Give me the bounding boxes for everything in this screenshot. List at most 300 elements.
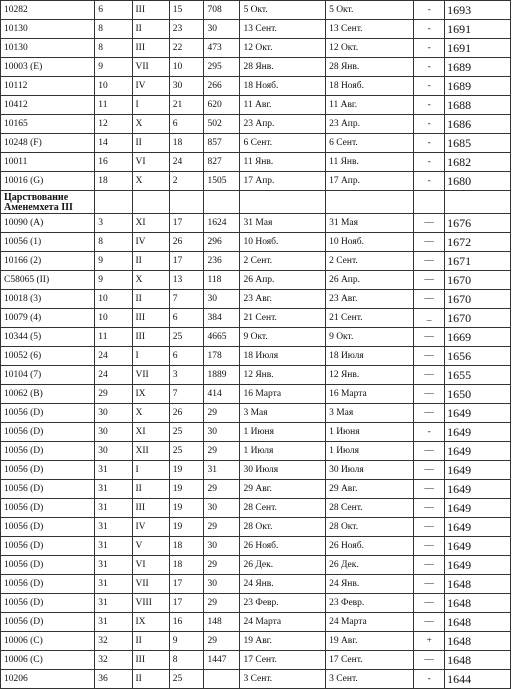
table-cell: 10 — [95, 290, 132, 309]
table-cell: 6 Сент. — [326, 134, 414, 153]
table-cell: II — [132, 670, 169, 689]
table-cell: 6 — [169, 347, 204, 366]
table-cell: 10 Нояб. — [240, 233, 326, 252]
table-row — [1, 233, 511, 252]
table-cell: 31 Мая — [326, 214, 414, 233]
table-cell: 502 — [204, 115, 240, 134]
table-cell: 5 Окт. — [240, 1, 326, 20]
table-cell: 23 Февр. — [240, 594, 326, 613]
table-cell: 19 — [169, 480, 204, 499]
table-cell: 31 — [95, 537, 132, 556]
table-cell: 18 Нояб. — [326, 77, 414, 96]
table-cell: 6 Сент. — [240, 134, 326, 153]
table-cell: 26 Нояб. — [240, 537, 326, 556]
table-cell: X — [132, 404, 169, 423]
table-cell: 10 — [169, 58, 204, 77]
table-cell: 31 Мая — [240, 214, 326, 233]
table-cell: 24 Янв. — [326, 575, 414, 594]
table-cell: 10003 (E) — [1, 58, 95, 77]
table-cell: 12 — [95, 115, 132, 134]
table-cell: — — [414, 575, 445, 594]
table-cell: III — [132, 499, 169, 518]
table-cell: II — [132, 134, 169, 153]
table-cell: 7 — [169, 290, 204, 309]
table-cell: 384 — [204, 309, 240, 328]
table-cell: III — [132, 1, 169, 20]
table-cell: VII — [132, 575, 169, 594]
table-cell: 1650 — [445, 385, 511, 404]
table-cell: 29 — [204, 594, 240, 613]
table-cell: 1656 — [445, 347, 511, 366]
table-row — [1, 153, 511, 172]
table-cell: 10206 — [1, 670, 95, 689]
table-row — [1, 271, 511, 290]
table-cell: 10056 (D) — [1, 404, 95, 423]
table-cell: 1649 — [445, 461, 511, 480]
table-cell: 296 — [204, 233, 240, 252]
table-row — [1, 290, 511, 309]
table-cell: 10056 (D) — [1, 575, 95, 594]
table-cell: 13 Сент. — [326, 20, 414, 39]
table-cell: 620 — [204, 96, 240, 115]
table-cell: 26 Нояб. — [326, 537, 414, 556]
table-row — [1, 39, 511, 58]
table-cell: X — [132, 271, 169, 290]
table-cell: IX — [132, 613, 169, 632]
table-cell: 1649 — [445, 499, 511, 518]
table-row — [1, 594, 511, 613]
section-header-body — [1, 191, 511, 214]
table-cell: 1693 — [445, 1, 511, 20]
table-cell: 31 — [95, 480, 132, 499]
table-cell: 236 — [204, 252, 240, 271]
table-cell: 3 — [169, 366, 204, 385]
table-cell: 1680 — [445, 172, 511, 191]
table-body-before — [1, 1, 511, 191]
table-cell: 9 Окт. — [326, 328, 414, 347]
table-cell: III — [132, 328, 169, 347]
table-cell: 1670 — [445, 290, 511, 309]
table-cell: — — [414, 651, 445, 670]
table-cell: 23 Авг. — [326, 290, 414, 309]
table-cell: 18 Июля — [326, 347, 414, 366]
table-cell: VIII — [132, 594, 169, 613]
table-cell: 24 Марта — [240, 613, 326, 632]
table-cell — [414, 191, 445, 214]
table-cell: - — [414, 423, 445, 442]
table-cell: - — [414, 58, 445, 77]
table-cell: 1682 — [445, 153, 511, 172]
table-cell: VI — [132, 153, 169, 172]
table-cell: 30 — [95, 404, 132, 423]
table-cell: 22 — [169, 39, 204, 58]
table-cell: 11 Янв. — [240, 153, 326, 172]
table-row — [1, 347, 511, 366]
table-cell: 25 — [169, 442, 204, 461]
table-cell: 31 — [204, 461, 240, 480]
table-cell: 1648 — [445, 613, 511, 632]
table-cell: 26 Дек. — [326, 556, 414, 575]
table-cell: 118 — [204, 271, 240, 290]
table-cell: 10 — [95, 77, 132, 96]
table-cell: 21 Сент. — [326, 309, 414, 328]
table-cell: X — [132, 172, 169, 191]
table-cell: 1686 — [445, 115, 511, 134]
table-cell: 295 — [204, 58, 240, 77]
table-cell: 1649 — [445, 404, 511, 423]
table-cell: 10056 (D) — [1, 461, 95, 480]
table-cell: 1447 — [204, 651, 240, 670]
table-cell: VI — [132, 556, 169, 575]
table-cell: 1672 — [445, 233, 511, 252]
table-cell: 19 — [169, 518, 204, 537]
table-cell: 30 — [204, 537, 240, 556]
table-cell: 15 — [169, 1, 204, 20]
table-cell: 10018 (3) — [1, 290, 95, 309]
table-cell: — — [414, 518, 445, 537]
table-cell: 7 — [169, 385, 204, 404]
table-cell: 10056 (D) — [1, 556, 95, 575]
table-cell: 10016 (G) — [1, 172, 95, 191]
table-cell: II — [132, 252, 169, 271]
table-cell: 17 Апр. — [326, 172, 414, 191]
table-row — [1, 328, 511, 347]
table-cell: I — [132, 96, 169, 115]
table-cell: VII — [132, 58, 169, 77]
table-cell: 10165 — [1, 115, 95, 134]
table-cell: 4665 — [204, 328, 240, 347]
table-cell: 23 Авг. — [240, 290, 326, 309]
table-cell — [445, 191, 511, 214]
table-cell: 5 Окт. — [326, 1, 414, 20]
table-cell: — — [414, 252, 445, 271]
table-cell: 1689 — [445, 77, 511, 96]
table-cell: 28 Сент. — [240, 499, 326, 518]
table-cell: 12 Окт. — [326, 39, 414, 58]
table-cell: 28 Янв. — [326, 58, 414, 77]
table-cell: - — [414, 96, 445, 115]
table-cell: — — [414, 347, 445, 366]
table-cell: IV — [132, 77, 169, 96]
table-cell: XII — [132, 442, 169, 461]
table-cell: 10056 (D) — [1, 613, 95, 632]
table-cell: 31 — [95, 518, 132, 537]
table-cell: 11 — [95, 328, 132, 347]
table-cell: 10 Нояб. — [326, 233, 414, 252]
table-cell: 17 — [169, 575, 204, 594]
table-cell: 9 — [95, 252, 132, 271]
table-cell: 30 — [204, 575, 240, 594]
table-cell: 28 Окт. — [326, 518, 414, 537]
section-title: Царствование Аменемхета III — [1, 191, 95, 214]
table-cell: 1691 — [445, 20, 511, 39]
table-row — [1, 385, 511, 404]
table-cell: 30 — [169, 77, 204, 96]
table-cell: 8 — [95, 233, 132, 252]
table-cell: 10011 — [1, 153, 95, 172]
table-cell: 9 Окт. — [240, 328, 326, 347]
table-row — [1, 252, 511, 271]
table-cell: - — [414, 670, 445, 689]
table-row — [1, 461, 511, 480]
table-cell: 29 — [204, 442, 240, 461]
table-cell: 26 Дек. — [240, 556, 326, 575]
table-cell — [95, 191, 132, 214]
table-cell: — — [414, 613, 445, 632]
table-cell: II — [132, 20, 169, 39]
table-cell: 12 Окт. — [240, 39, 326, 58]
table-cell: 31 — [95, 575, 132, 594]
table-cell: 2 — [169, 172, 204, 191]
table-cell: 31 — [95, 461, 132, 480]
table-cell: 10056 (D) — [1, 480, 95, 499]
table-cell: 17 Апр. — [240, 172, 326, 191]
table-cell: 1505 — [204, 172, 240, 191]
table-cell: 17 Сент. — [326, 651, 414, 670]
table-cell: 1655 — [445, 366, 511, 385]
table-cell: 2 Сент. — [326, 252, 414, 271]
table-cell: 3 Сент. — [240, 670, 326, 689]
table-cell: — — [414, 594, 445, 613]
table-cell: 18 — [169, 537, 204, 556]
table-row — [1, 518, 511, 537]
table-cell: 266 — [204, 77, 240, 96]
table-cell: 10 — [95, 309, 132, 328]
table-cell: 19 — [169, 461, 204, 480]
table-cell: 10112 — [1, 77, 95, 96]
table-cell: 178 — [204, 347, 240, 366]
table-cell: 1644 — [445, 670, 511, 689]
table-cell — [169, 191, 204, 214]
table-cell: - — [414, 77, 445, 96]
table-cell: - — [414, 1, 445, 20]
table-cell: 31 — [95, 613, 132, 632]
table-cell: 32 — [95, 651, 132, 670]
table-cell: 1649 — [445, 537, 511, 556]
table-cell: — — [414, 385, 445, 404]
table-cell: 11 — [95, 96, 132, 115]
table-cell: 3 Мая — [326, 404, 414, 423]
table-cell: 1670 — [445, 309, 511, 328]
table-cell: 10104 (7) — [1, 366, 95, 385]
table-cell: 24 Янв. — [240, 575, 326, 594]
table-cell: 18 Июля — [240, 347, 326, 366]
table-cell: 8 — [95, 20, 132, 39]
table-cell: 10056 (1) — [1, 233, 95, 252]
table-row — [1, 20, 511, 39]
section-header-row — [1, 191, 511, 214]
table-cell: — — [414, 233, 445, 252]
table-cell: 30 Июля — [240, 461, 326, 480]
table-cell: 31 — [95, 594, 132, 613]
table-cell: 414 — [204, 385, 240, 404]
table-cell: 24 — [95, 366, 132, 385]
table-cell: VII — [132, 366, 169, 385]
table-cell: 3 — [95, 214, 132, 233]
table-cell: - — [414, 39, 445, 58]
table-cell: 28 Янв. — [240, 58, 326, 77]
table-cell: 24 Марта — [326, 613, 414, 632]
table-cell: 10056 (D) — [1, 423, 95, 442]
table-cell: 29 — [95, 385, 132, 404]
table-row — [1, 651, 511, 670]
table-cell: 11 Янв. — [326, 153, 414, 172]
table-cell: 11 Авг. — [240, 96, 326, 115]
table-cell: 29 Авг. — [240, 480, 326, 499]
table-cell: X — [132, 115, 169, 134]
table-cell: 857 — [204, 134, 240, 153]
table-cell: 30 — [204, 499, 240, 518]
table-cell: 1648 — [445, 594, 511, 613]
table-cell: 28 Окт. — [240, 518, 326, 537]
table-cell: 1649 — [445, 518, 511, 537]
table-row — [1, 632, 511, 651]
table-row — [1, 404, 511, 423]
table-row — [1, 115, 511, 134]
table-cell: IV — [132, 518, 169, 537]
table-cell: 10166 (2) — [1, 252, 95, 271]
table-cell: 2 Сент. — [240, 252, 326, 271]
table-cell: 19 Авг. — [326, 632, 414, 651]
table-cell: 12 Янв. — [240, 366, 326, 385]
table-cell: 10006 (C) — [1, 651, 95, 670]
table-cell: 1 Июня — [240, 423, 326, 442]
table-cell: 14 — [95, 134, 132, 153]
table-row — [1, 556, 511, 575]
table-cell: 30 — [204, 423, 240, 442]
table-cell: 10056 (D) — [1, 442, 95, 461]
table-cell: IV — [132, 233, 169, 252]
table-cell: I — [132, 461, 169, 480]
table-cell: 24 — [95, 347, 132, 366]
table-cell: - — [414, 20, 445, 39]
table-cell: 16 Марта — [326, 385, 414, 404]
table-cell: 24 — [169, 153, 204, 172]
table-cell: 10062 (B) — [1, 385, 95, 404]
table-cell: 1648 — [445, 632, 511, 651]
table-cell: 10056 (D) — [1, 537, 95, 556]
table-cell: 18 — [169, 134, 204, 153]
table-row — [1, 172, 511, 191]
table-cell: 29 Авг. — [326, 480, 414, 499]
table-cell: — — [414, 556, 445, 575]
table-cell: 10248 (F) — [1, 134, 95, 153]
table-cell: 148 — [204, 613, 240, 632]
table-cell: 827 — [204, 153, 240, 172]
table-cell: 8 — [95, 39, 132, 58]
table-cell: 18 — [95, 172, 132, 191]
table-row — [1, 480, 511, 499]
table-cell: 1691 — [445, 39, 511, 58]
table-cell: 26 — [169, 233, 204, 252]
table-cell: IX — [132, 385, 169, 404]
table-row — [1, 309, 511, 328]
table-cell: 3 Мая — [240, 404, 326, 423]
table-cell: 29 — [204, 556, 240, 575]
table-cell: 17 — [169, 252, 204, 271]
table-cell: 1689 — [445, 58, 511, 77]
table-cell: 10130 — [1, 39, 95, 58]
table-cell: 473 — [204, 39, 240, 58]
table-row — [1, 134, 511, 153]
table-cell: — — [414, 366, 445, 385]
table-cell: 1649 — [445, 442, 511, 461]
table-cell: — — [414, 214, 445, 233]
table-cell: 1669 — [445, 328, 511, 347]
table-cell: III — [132, 651, 169, 670]
table-cell: III — [132, 309, 169, 328]
table-row — [1, 214, 511, 233]
table-cell: 16 — [169, 613, 204, 632]
table-cell: 25 — [169, 423, 204, 442]
table-cell: 10006 (C) — [1, 632, 95, 651]
table-cell: 1688 — [445, 96, 511, 115]
table-row — [1, 96, 511, 115]
table-cell: - — [414, 134, 445, 153]
table-cell: 29 — [204, 518, 240, 537]
table-row — [1, 613, 511, 632]
table-cell: 30 — [95, 423, 132, 442]
table-cell: — — [414, 404, 445, 423]
table-cell: _ — [414, 309, 445, 328]
table-cell: — — [414, 442, 445, 461]
table-cell: 26 Апр. — [240, 271, 326, 290]
table-cell: 10282 — [1, 1, 95, 20]
table-cell: 17 — [169, 214, 204, 233]
table-cell — [204, 670, 240, 689]
table-cell: С58065 (II) — [1, 271, 95, 290]
table-cell: 1 Июля — [240, 442, 326, 461]
table-cell: 23 — [169, 20, 204, 39]
table-cell — [240, 191, 326, 214]
table-cell: 1671 — [445, 252, 511, 271]
table-cell: — — [414, 290, 445, 309]
table-cell: 16 Марта — [240, 385, 326, 404]
table-cell: 36 — [95, 670, 132, 689]
table-cell: 31 — [95, 499, 132, 518]
table-cell: - — [414, 153, 445, 172]
table-cell: 1648 — [445, 575, 511, 594]
table-cell: 10412 — [1, 96, 95, 115]
table-cell: — — [414, 537, 445, 556]
table-row — [1, 442, 511, 461]
table-cell: 1648 — [445, 651, 511, 670]
table-cell: - — [414, 115, 445, 134]
table-cell: 10130 — [1, 20, 95, 39]
table-cell: 1670 — [445, 271, 511, 290]
table-cell: 1 Июня — [326, 423, 414, 442]
table-cell: 13 Сент. — [240, 20, 326, 39]
table-cell: 10079 (4) — [1, 309, 95, 328]
table-cell: 17 Сент. — [240, 651, 326, 670]
table-cell: 10344 (5) — [1, 328, 95, 347]
table-cell: 6 — [95, 1, 132, 20]
table-cell: 21 Сент. — [240, 309, 326, 328]
table-cell: 3 Сент. — [326, 670, 414, 689]
table-cell: 1649 — [445, 423, 511, 442]
table-cell: V — [132, 537, 169, 556]
table-cell: 31 — [95, 556, 132, 575]
table-cell: 1 Июля — [326, 442, 414, 461]
table-cell: 10056 (D) — [1, 594, 95, 613]
table-cell: 1685 — [445, 134, 511, 153]
table-cell: 23 Апр. — [326, 115, 414, 134]
table-cell: 30 — [204, 290, 240, 309]
table-cell: 708 — [204, 1, 240, 20]
table-cell: 17 — [169, 594, 204, 613]
table-cell: 19 — [169, 499, 204, 518]
table-cell: 29 — [204, 480, 240, 499]
